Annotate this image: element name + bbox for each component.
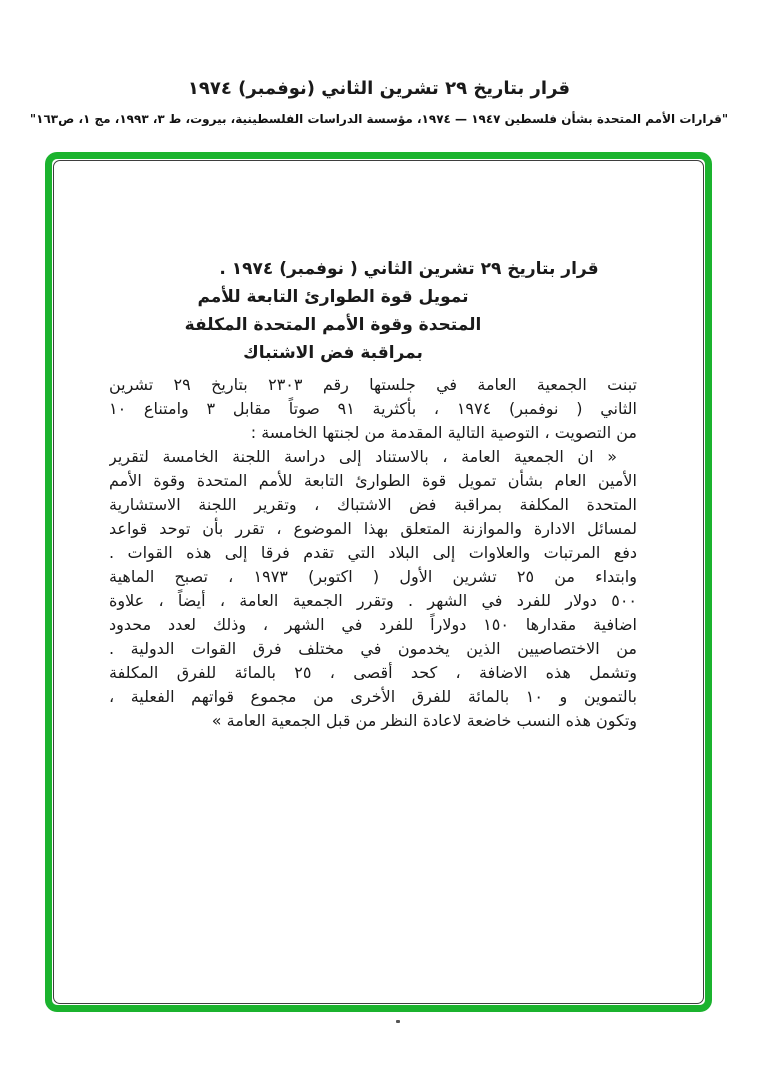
body-line: الأمين العام بشأن تمويل قوة الطوارئ التابعة للأمم المتحدة وقوة الأمم [109, 471, 637, 490]
body-line: وتكون هذه النسب خاضعة لاعادة النظر من قبل الجمعية العامة » [211, 711, 637, 730]
source-citation: "قرارات الأمم المتحدة بشأن فلسطين ١٩٤٧ — ١٩٧٤، مؤسسة الدراسات الفلسطينية، بيروت، ط ٣، ١٩٩٣، مج ١، ص١٦٣" [29, 112, 729, 126]
resolution-heading-line: تمويل قوة الطوارئ التابعة للأمم [197, 287, 469, 307]
body-line: دفع المرتبات والعلاوات إلى البلاد التي تقدم فرقا إلى هذه القوات . [109, 543, 637, 562]
page-title: قرار بتاريخ ٢٩ تشرين الثاني (نوفمبر) ١٩٧٤ [187, 78, 571, 99]
body-line: بالتموين و ١٠ بالمائة للفرق الأخرى من مجموع قواتهم الفعلية ، [109, 687, 637, 706]
resolution-heading-line: قرار بتاريخ ٢٩ تشرين الثاني ( نوفمبر) ١٩٧٤ . [219, 259, 599, 279]
resolution-content [109, 255, 637, 733]
body-line: الثاني ( نوفمبر) ١٩٧٤ ، بأكثرية ٩١ صوتاً مقابل ٣ وامتناع ١٠ [109, 399, 637, 418]
resolution-heading-line: بمراقبة فض الاشتباك [243, 343, 423, 363]
green-highlight-frame [45, 152, 712, 1012]
body-line: ٥٠٠ دولار للفرد في الشهر . وتقرر الجمعية العامة ، أيضاً ، علاوة [109, 591, 637, 610]
body-line: اضافية مقدارها ١٥٠ دولاراً للفرد في الشهر ، وذلك لعدد محدود [109, 615, 637, 634]
resolution-body [109, 373, 637, 733]
resolution-heading-line: المتحدة وقوة الأمم المتحدة المكلفة [184, 315, 482, 335]
body-line: من الاختصاصيين الذين يخدمون في مختلف فرق القوات الدولية . [109, 639, 637, 658]
body-line: « ان الجمعية العامة ، بالاستناد إلى دراسة اللجنة الخامسة لتقرير [109, 447, 617, 466]
body-line: تبنت الجمعية العامة في جلستها رقم ٢٣٠٣ بتاريخ ٢٩ تشرين [109, 375, 637, 394]
body-line: وابتداء من ٢٥ تشرين الأول ( اكتوبر) ١٩٧٣ ، تصبح الماهية [109, 567, 637, 586]
body-line: من التصويت ، التوصية التالية المقدمة من لجنتها الخامسة : [250, 423, 637, 442]
body-line: لمسائل الادارة والموازنة المتعلق بهذا الموضوع ، تقرر بأن توحد قواعد [109, 519, 637, 538]
body-line: المتحدة المكلفة بمراقبة فض الاشتباك ، وتقرير اللجنة الاستشارية [109, 495, 637, 514]
page-footer-dot [396, 1020, 400, 1023]
resolution-heading [109, 255, 637, 367]
body-line: وتشمل هذه الاضافة ، كحد أقصى ، ٢٥ بالمائة للفرق المكلفة [109, 663, 637, 682]
